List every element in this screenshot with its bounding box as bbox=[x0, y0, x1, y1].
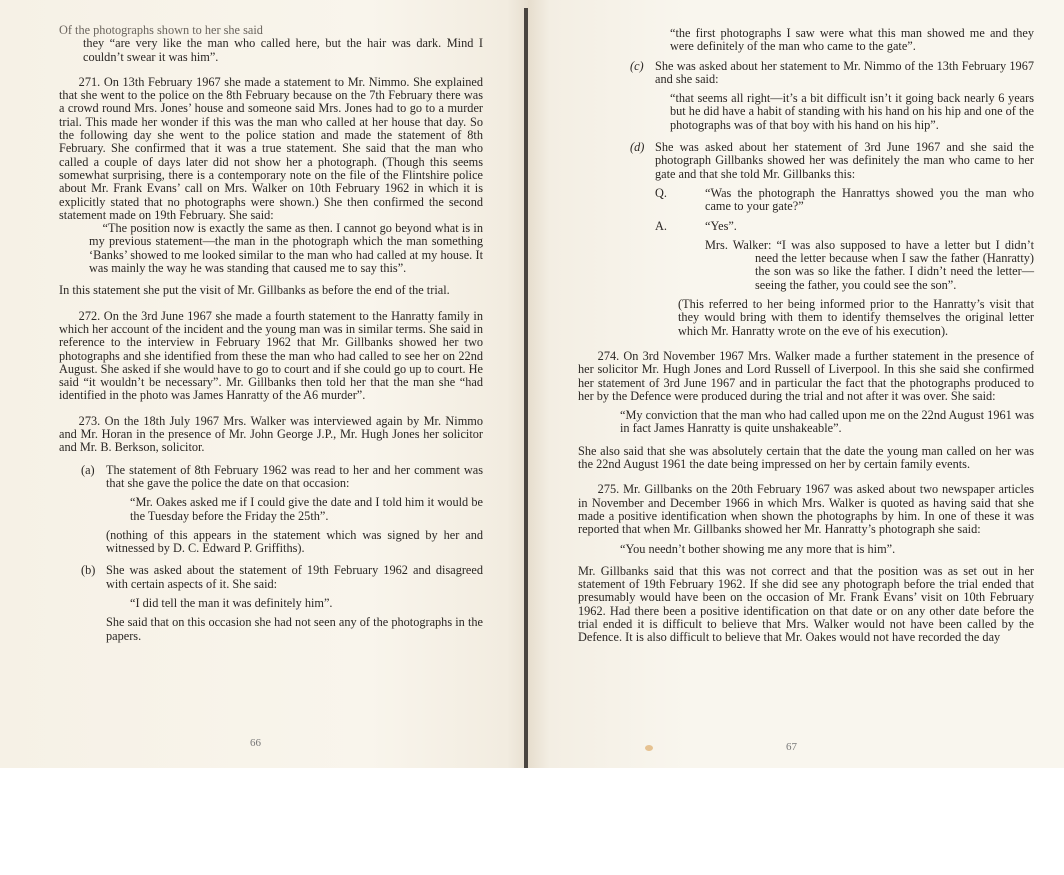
paper-stain bbox=[645, 745, 653, 751]
item-a bbox=[59, 464, 483, 556]
item-d bbox=[578, 141, 1034, 338]
item-a-note: (nothing of this appears in the statement which was signed by her and witnessed by D. C. Edward P. Griffiths). bbox=[106, 527, 483, 556]
paragraph-274-tail: She also said that she was absolutely certain that the date the young man called on her was the 22nd August 1961 the date being impressed on her by certain family events. bbox=[578, 443, 1034, 472]
spacer bbox=[59, 298, 483, 310]
item-d-label: (d) bbox=[630, 140, 645, 155]
item-b-text: She was asked about the statement of 19th February 1962 and disagreed with certain aspects of it. She said: bbox=[106, 563, 483, 591]
item-c-quote: “that seems all right—it’s a bit difficult isn’t it going back nearly 6 years but he did have a habit of standing with his hand on his hip and one of the photographs was of that boy with his hand on his hip”. bbox=[670, 91, 1034, 132]
quote-275: “You needn’t bother showing me any more that is him”. bbox=[620, 541, 896, 556]
item-b-note: She said that on this occasion she had not seen any of the photographs in the papers. bbox=[106, 615, 483, 643]
continued-quote: “the first photographs I saw were what this man showed me and they were definitely of the man who came to the gate”. bbox=[670, 26, 1034, 54]
item-c-label: (c) bbox=[630, 58, 644, 73]
mrs-walker-text: “I was also supposed to have a letter but I didn’t need the letter because when I saw the father (Hanratty) the son was so like the father. I didn’t need the letter—seeing the father, you could see the son”. bbox=[755, 237, 1035, 292]
item-a-text: The statement of 8th February 1962 was read to her and her comment was that she gave the police the date on that occasion: bbox=[106, 462, 483, 490]
left-page bbox=[0, 0, 528, 768]
paragraph-271-tail: In this statement she put the visit of Mr. Gillbanks as before the end of the trial. bbox=[59, 283, 450, 298]
qa-question-text: “Was the photograph the Hanrattys showed you the man who came to your gate?” bbox=[705, 185, 1034, 214]
item-d-note: (This referred to her being informed prior to the Hanratty’s visit that they would bring with them to identify themselves the original letter which Mr. Hanratty wrote on the eve of his execution). bbox=[678, 297, 1034, 338]
item-b bbox=[59, 564, 483, 642]
right-text-column bbox=[578, 27, 1034, 645]
item-a-label: (a) bbox=[81, 462, 95, 477]
item-b-label: (b) bbox=[81, 563, 96, 578]
qa-question-key: Q. bbox=[655, 185, 667, 200]
intro-quote: they “are very like the man who called here, but the hair was dark. Mind I couldn’t swear it was him”. bbox=[83, 36, 483, 64]
left-text-column bbox=[59, 24, 483, 643]
qa-answer-key: A. bbox=[655, 218, 667, 233]
quote-271: “The position now is exactly the same as then. I cannot go beyond what is in my previous statement—the man in the photograph which the man something ‘Banks’ showed to me looked similar to the man who had called at my house. It was mainly the way he was standing that caused me to say this”. bbox=[89, 221, 483, 276]
right-page bbox=[528, 0, 1064, 768]
item-b-quote: “I did tell the man it was definitely him”. bbox=[130, 595, 333, 610]
quote-274: “My conviction that the man who had called upon me on the 22nd August 1961 was in fact James Hanratty is quite unshakeable”. bbox=[620, 408, 1034, 436]
item-c-text: She was asked about her statement to Mr. Nimmo of the 13th February 1967 and she said: bbox=[655, 58, 1034, 86]
page-number-left: 66 bbox=[250, 737, 261, 749]
mrs-walker-statement bbox=[705, 239, 1034, 292]
item-a-quote: “Mr. Oakes asked me if I could give the date and I told him it would be the Tuesday before the Friday the 25th”. bbox=[130, 495, 483, 523]
paragraph-273: 273. On the 18th July 1967 Mrs. Walker was interviewed again by Mr. Nimmo and Mr. Horan in the presence of Mr. John George J.P., Mr. Hugh Jones her solicitor and Mr. B. Berkson, solicitor. bbox=[59, 413, 483, 455]
paragraph-272: 272. On the 3rd June 1967 she made a fourth statement to the Hanratty family in which her account of the incident and the young man was in similar terms. She said in reference to the interview in February 1962 that Mr. Gillbanks showed her two photographs and she identified from these the man who had called to see her on 22nd August. She asked if she would have to go to court and if she could go up to court. He said “it wouldn’t be necessary”. Mr. Gillbanks then told her that the man she “had identified in the photo was James Hanratty of the A6 murder”. bbox=[59, 308, 483, 403]
paragraph-274: 274. On 3rd November 1967 Mrs. Walker made a further statement in the presence of her solicitor Mr. Hugh Jones and Lord Russell of Liverpool. In this she said she confirmed her statement of 3rd June 1967 and in particular the fact that the photographs produced to her by the Defence were produced during the trial and not after it was over. She said: bbox=[578, 348, 1034, 403]
intro-heading: Of the photographs shown to her she said bbox=[59, 23, 263, 37]
paragraph-271: 271. On 13th February 1967 she made a statement to Mr. Nimmo. She explained that she went to the police on the 8th February because on the 7th February there was a crowd round Mrs. Jones’ house and someone said Mrs. Jones had to go to a murder trial. This made her wonder if this was the man who called at her house that day. So the following day she went to the police station and made the statement of 8th February. She confirmed that it was a true statement. She said that the man who called a couple of days later did not show her a photograph. (Though this seems somewhat surprising, there is a contemporary note on the file of the Flintshire police about Mr. Frank Evans’ call on Mrs. Walker on 10th February 1962 in which it is explicitly stated that no photographs were shown.) She then confirmed the second statement made on 19th February. She said: bbox=[59, 74, 483, 222]
mrs-walker-key: Mrs. Walker: bbox=[705, 237, 772, 252]
item-c bbox=[578, 60, 1034, 132]
paragraph-275: 275. Mr. Gillbanks on the 20th February 1967 was asked about two newspaper articles in November and December 1966 in which Mrs. Walker is quoted as having said that she made a positive identification when shown the photographs by him. In one of these it was reported that when Mr. Gillbanks showed her Mr. Hanratty’s photograph she said: bbox=[578, 482, 1034, 537]
qa-question bbox=[655, 187, 1034, 214]
qa-answer-text: “Yes”. bbox=[705, 218, 737, 233]
paragraph-275-tail: Mr. Gillbanks said that this was not correct and that the position was as set out in her statement of 19th February 1962. If she did see any photograph before the trial ended that presumably would have been on the occasion of Mr. Frank Evans’ visit on 10th February 1962. Had there been a positive identification on that date or on any other date before the trial ended it is difficult to believe that Mrs. Walker would not have been called by the Defence. It is also difficult to believe that Mr. Oakes would not have recorded the day bbox=[578, 563, 1034, 645]
page-number-right: 67 bbox=[786, 741, 797, 753]
item-d-text: She was asked about her statement of 3rd June 1967 and she said the photograph Gillbanks showed her was definitely the man who came to her gate and that she told Mr. Gillbanks this: bbox=[655, 140, 1034, 181]
spacer bbox=[59, 403, 483, 415]
qa-answer bbox=[655, 220, 1034, 233]
